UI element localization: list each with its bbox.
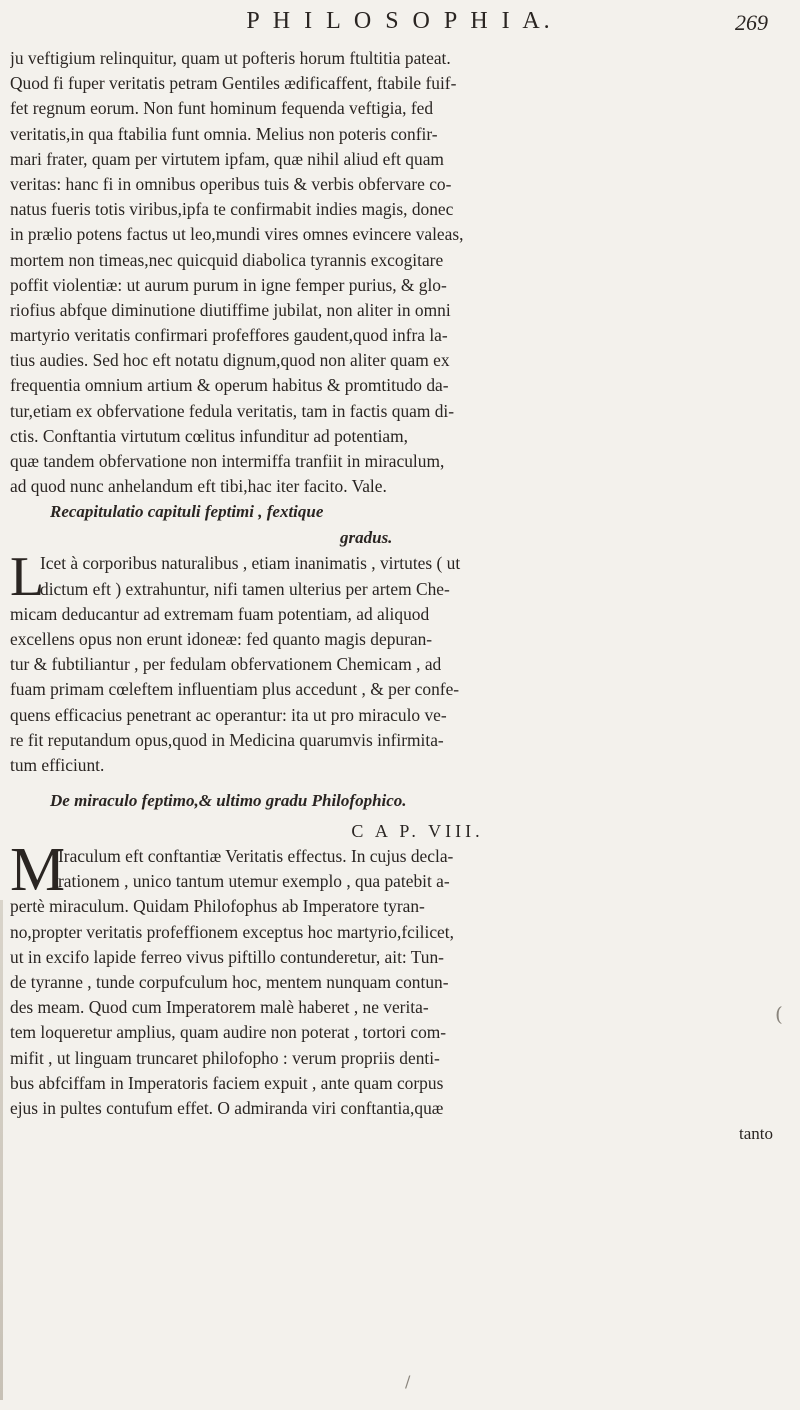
body-text — [10, 46, 785, 1146]
text-line: ju veftigium relinquitur, quam ut pofteris horum ftultitia pateat. — [10, 48, 451, 68]
text-line: ejus in pultes contufum effet. O admiranda viri conftantia,quæ — [10, 1097, 444, 1118]
paragraph-miracle — [10, 836, 785, 1121]
stray-mark: / — [405, 1372, 411, 1391]
text-line: excellens opus non erunt idoneæ: fed quanto magis depuran- — [10, 628, 433, 649]
text-line: de tyranne , tunde corpufculum hoc, mentem nunquam contun- — [10, 972, 449, 992]
text-line: micam deducantur ad extremam fuam potentiam, ad aliquod — [10, 603, 430, 624]
text-line: mortem non timeas,nec quicquid diabolica tyrannis excogitare — [10, 249, 444, 270]
text-line: ad quod nunc anhelandum eft tibi,hac iter facito. Vale. — [10, 476, 387, 497]
page-edge-shadow — [0, 900, 3, 1400]
text-line: martyrio veritatis confirmari profeffores gaudent,quod infra la- — [10, 325, 448, 346]
drop-cap: M — [10, 836, 66, 905]
text-line: tur & fubtiliantur , per fedulam obfervationem Chemicam , ad — [10, 654, 442, 675]
text-line: no,propter veritatis profeffionem exceptus hoc martyrio,fcilicet, — [10, 921, 454, 942]
text-line: frequentia omnium artium & operum habitus & promtitudo da- — [10, 375, 449, 396]
text-line: Quod fi fuper veritatis petram Gentiles ædificaffent, ftabile fuif- — [10, 73, 457, 94]
text-line: des meam. Quod cum Imperatorem malè haberet , ne verita- — [10, 997, 429, 1018]
text-line: tum efficiunt. — [10, 754, 105, 775]
text-line: quæ tandem obfervatione non intermiffa tranfiit in miraculum, — [10, 451, 445, 471]
recap-heading-continued: gradus. — [340, 528, 393, 548]
text-line: veritas: hanc fi in omnibus operibus tuis & verbis obfervare co- — [10, 173, 452, 194]
margin-bracket-mark: ( — [775, 1002, 783, 1026]
text-line: rationem , unico tantum utemur exemplo , qua patebit a- — [58, 871, 450, 892]
running-head: P H I L O S O P H I A. — [246, 8, 554, 34]
chapter-label: C A P. VIII. — [351, 821, 484, 842]
section-heading: De miraculo feptimo,& ultimo gradu Philofophico. — [50, 791, 407, 811]
paragraph-recap — [10, 546, 785, 778]
paragraph-previous-chapter — [10, 46, 785, 499]
drop-cap: L — [10, 546, 45, 609]
text-line: mifit , ut linguam truncaret philofopho : verum propriis denti- — [10, 1047, 440, 1068]
page-header — [0, 8, 800, 42]
text-line: Iraculum eft conftantiæ Veritatis effectus. In cujus decla- — [58, 846, 454, 867]
text-line: ut in excifo lapide ferreo vivus piftillo contunderetur, ait: Tun- — [10, 946, 444, 967]
text-line: mari frater, quam per virtutem ipfam, quæ nihil aliud eft quam — [10, 148, 444, 169]
text-line: riofius abfque diminutione diutiffime jubilat, non aliter in omni — [10, 299, 451, 320]
text-line: re fit reputandum opus,quod in Medicina quarumvis infirmita- — [10, 729, 444, 750]
text-line: fet regnum eorum. Non funt hominum fequenda veftigia, fed — [10, 98, 434, 119]
text-line: tur,etiam ex obfervatione fedula veritatis, tam in factis quam di- — [10, 400, 455, 421]
text-line: fuam primam cœleftem influentiam plus accedunt , & per confe- — [10, 679, 460, 700]
text-line: bus abfciffam in Imperatoris faciem expuit , ante quam corpus — [10, 1072, 444, 1093]
text-line: ctis. Conftantia virtutum cœlitus infunditur ad potentiam, — [10, 425, 408, 446]
text-line: Icet à corporibus naturalibus , etiam inanimatis , virtutes ( ut — [40, 553, 461, 574]
text-line: pertè miraculum. Quidam Philofophus ab Imperatore tyran- — [10, 896, 425, 917]
text-line: poffit violentiæ: ut aurum purum in igne femper purius, & glo- — [10, 274, 447, 295]
text-line: quens efficacius penetrant ac operantur: ita ut pro miraculo ve- — [10, 704, 447, 725]
text-line: natus fueris totis viribus,ipfa te confirmabit indies magis, donec — [10, 199, 454, 220]
recap-heading: Recapitulatio capituli feptimi , fextique — [50, 502, 324, 522]
text-line: tius audies. Sed hoc eft notatu dignum,quod non aliter quam ex — [10, 350, 450, 371]
text-line: veritatis,in qua ftabilia funt omnia. Melius non poteris confir- — [10, 123, 438, 144]
page-number: 269 — [735, 10, 768, 35]
text-line: in prælio potens factus ut leo,mundi vires omnes evincere valeas, — [10, 224, 464, 245]
text-line: dictum eft ) extrahuntur, nifi tamen ulterius per artem Che- — [40, 578, 450, 599]
catchword: tanto — [739, 1124, 773, 1144]
text-line: tem loqueretur amplius, quam audire non poterat , tortori com- — [10, 1022, 447, 1043]
